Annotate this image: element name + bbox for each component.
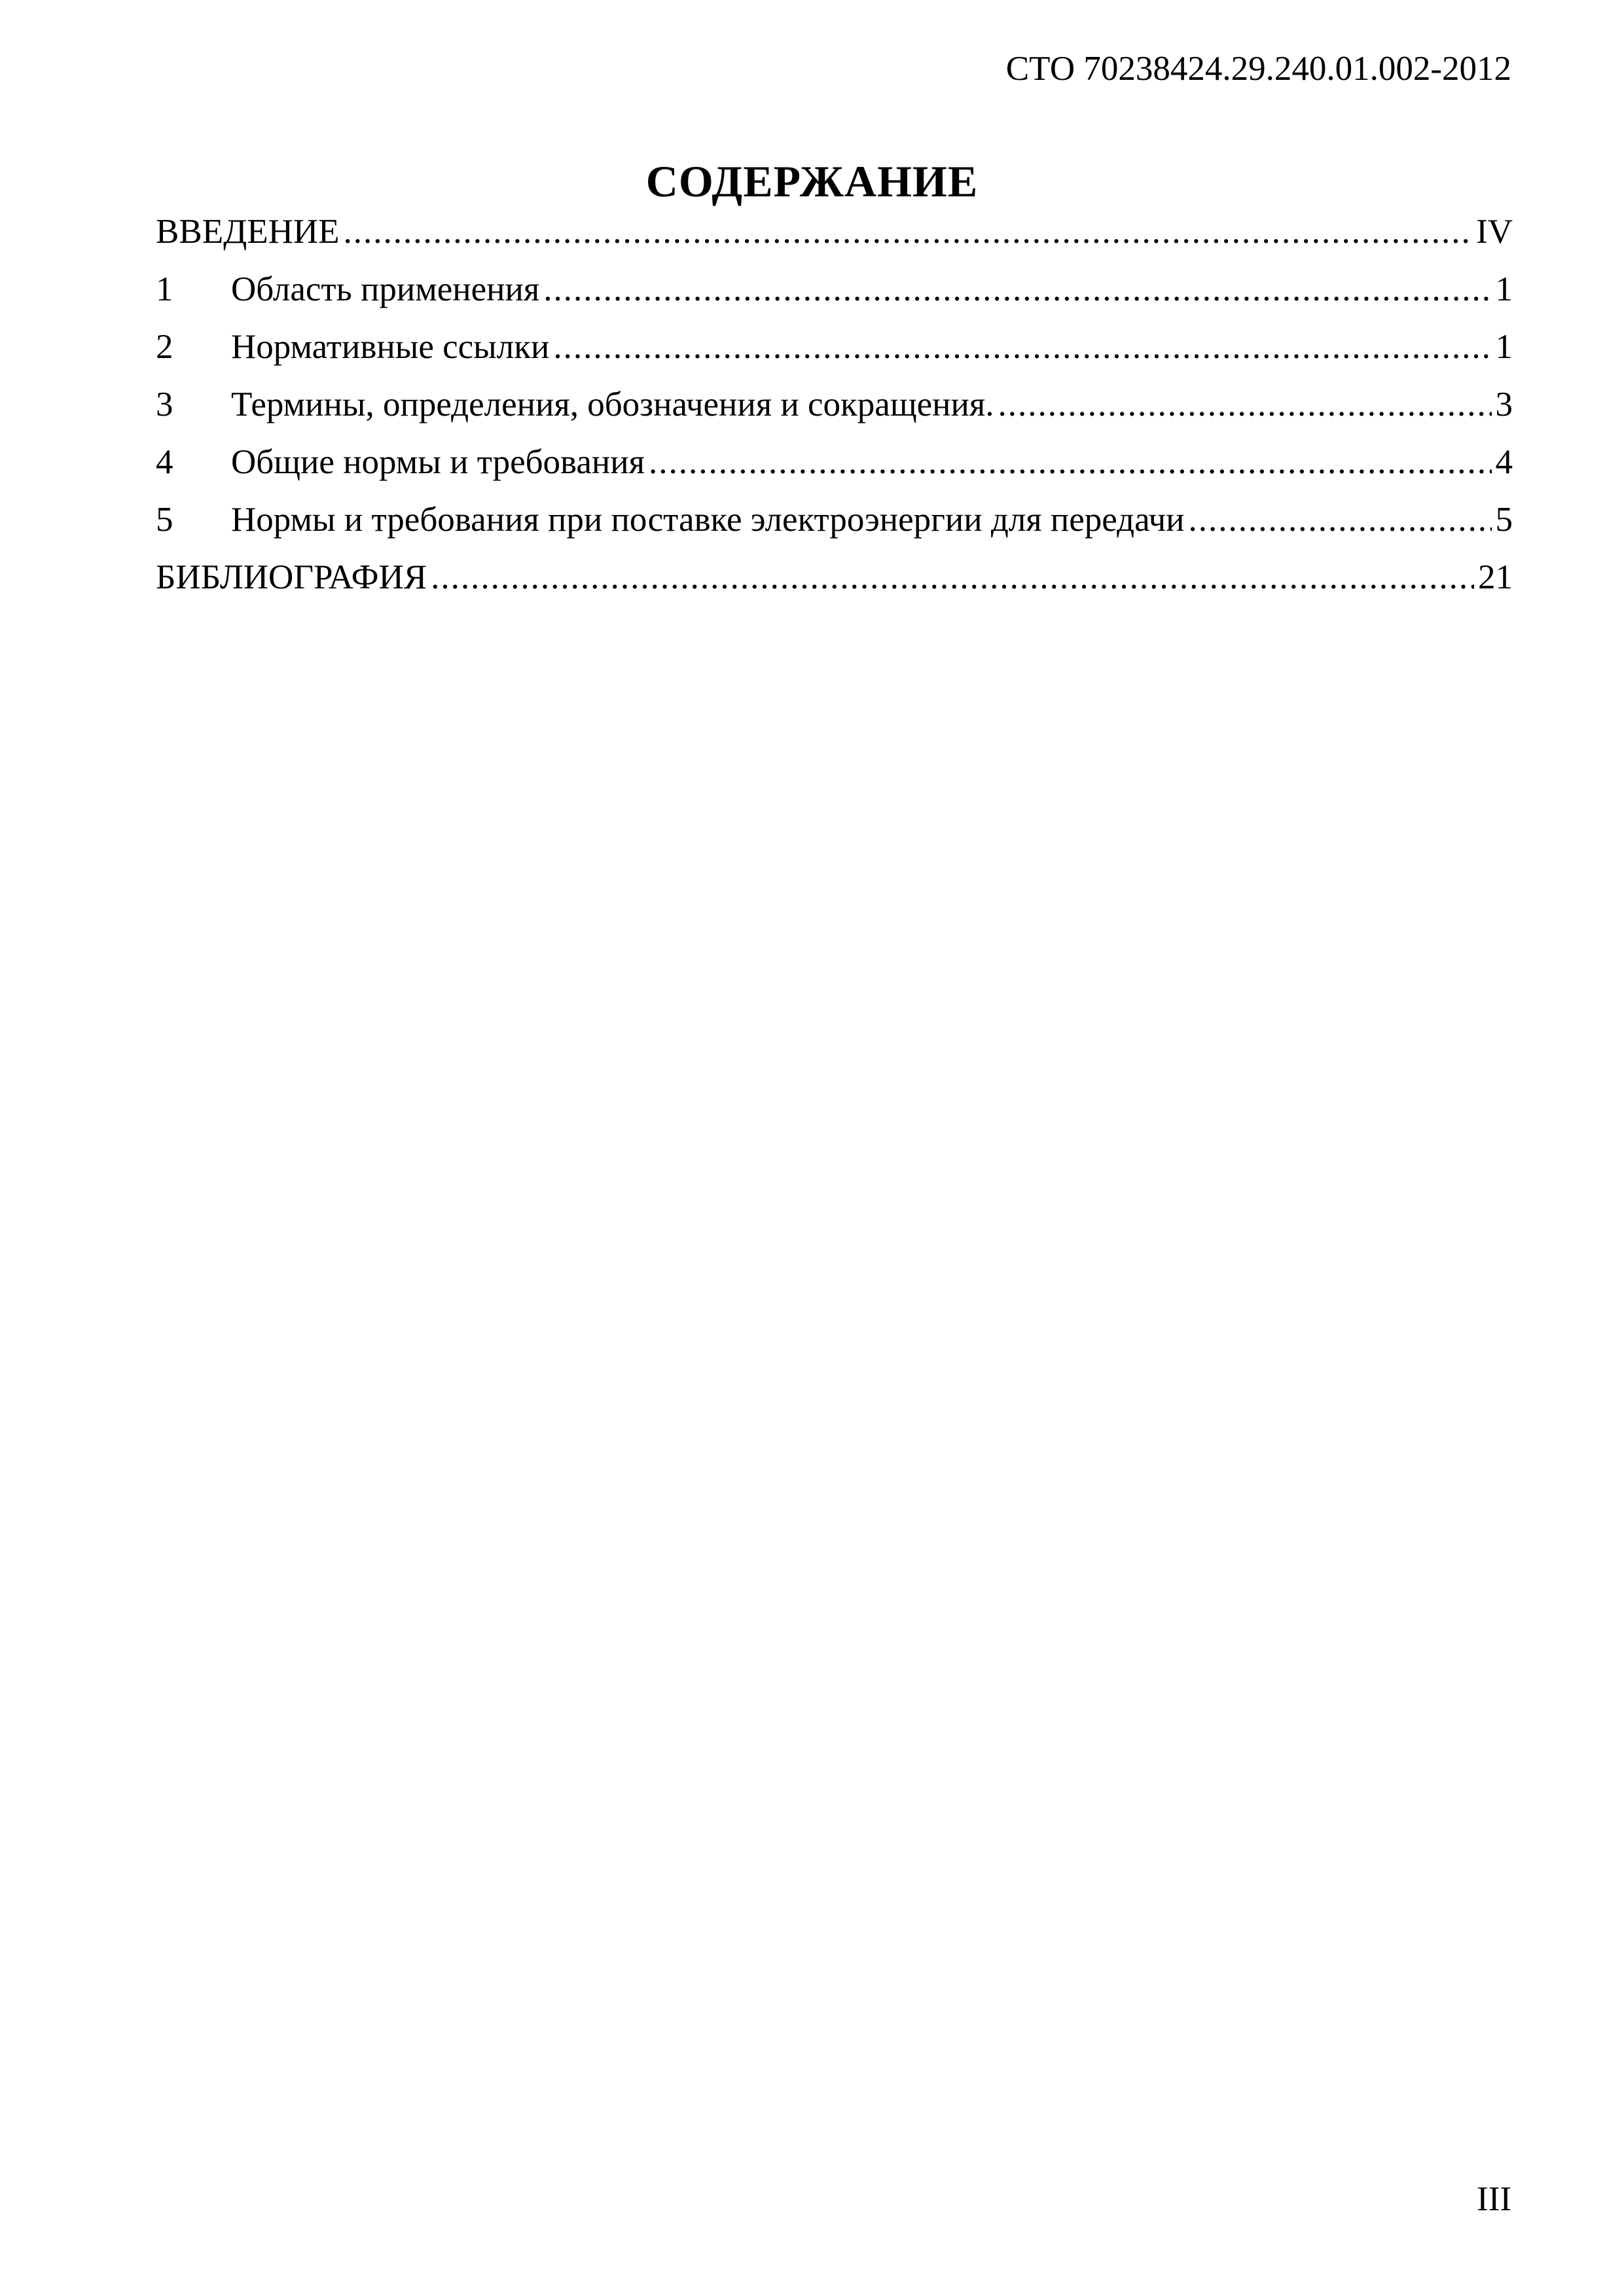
toc-entry-page: 3 bbox=[1495, 386, 1513, 423]
toc-entry-title: Общие нормы и требования bbox=[231, 443, 645, 481]
toc-entry-supply-requirements[interactable] bbox=[156, 491, 1513, 548]
toc-entry-page: 4 bbox=[1495, 443, 1513, 481]
toc-entry-title: Нормы и требования при поставке электроэнергии для передачи bbox=[231, 501, 1185, 539]
toc-dot-leader bbox=[344, 203, 1473, 260]
toc-entry-title: Термины, определения, обозначения и сокращения. bbox=[231, 386, 994, 423]
toc-entry-page: 1 bbox=[1495, 270, 1513, 308]
toc-dot-leader bbox=[553, 318, 1491, 376]
toc-entry-page: 21 bbox=[1478, 558, 1513, 596]
toc-entry-title: ВВЕДЕНИЕ bbox=[156, 213, 340, 251]
toc-entry-general-requirements[interactable] bbox=[156, 433, 1513, 491]
table-of-contents bbox=[156, 203, 1513, 606]
toc-entry-page: IV bbox=[1476, 213, 1513, 251]
toc-entry-number: 5 bbox=[156, 501, 173, 539]
toc-entry-number: 3 bbox=[156, 386, 173, 423]
toc-entry-number: 1 bbox=[156, 270, 173, 308]
toc-entry-title: Нормативные ссылки bbox=[231, 328, 550, 366]
toc-entry-title: Область применения bbox=[231, 270, 540, 308]
toc-entry-bibliography[interactable] bbox=[156, 548, 1513, 606]
toc-entry-title: БИБЛИОГРАФИЯ bbox=[156, 558, 427, 596]
toc-entry-normative-references[interactable] bbox=[156, 318, 1513, 376]
toc-dot-leader bbox=[431, 548, 1474, 606]
toc-entry-page: 5 bbox=[1495, 501, 1513, 539]
page-number: III bbox=[1477, 2180, 1511, 2218]
toc-entry-introduction[interactable] bbox=[156, 203, 1513, 260]
toc-entry-number: 2 bbox=[156, 328, 173, 366]
toc-dot-leader bbox=[543, 260, 1491, 318]
document-code: СТО 70238424.29.240.01.002-2012 bbox=[1005, 50, 1511, 88]
toc-entry-page: 1 bbox=[1495, 328, 1513, 366]
toc-entry-scope[interactable] bbox=[156, 260, 1513, 318]
toc-dot-leader bbox=[1189, 491, 1492, 548]
toc-entry-number: 4 bbox=[156, 443, 173, 481]
toc-heading: СОДЕРЖАНИЕ bbox=[645, 156, 979, 206]
toc-entry-terms-definitions[interactable] bbox=[156, 376, 1513, 433]
toc-dot-leader bbox=[649, 433, 1491, 491]
toc-dot-leader bbox=[998, 376, 1492, 433]
